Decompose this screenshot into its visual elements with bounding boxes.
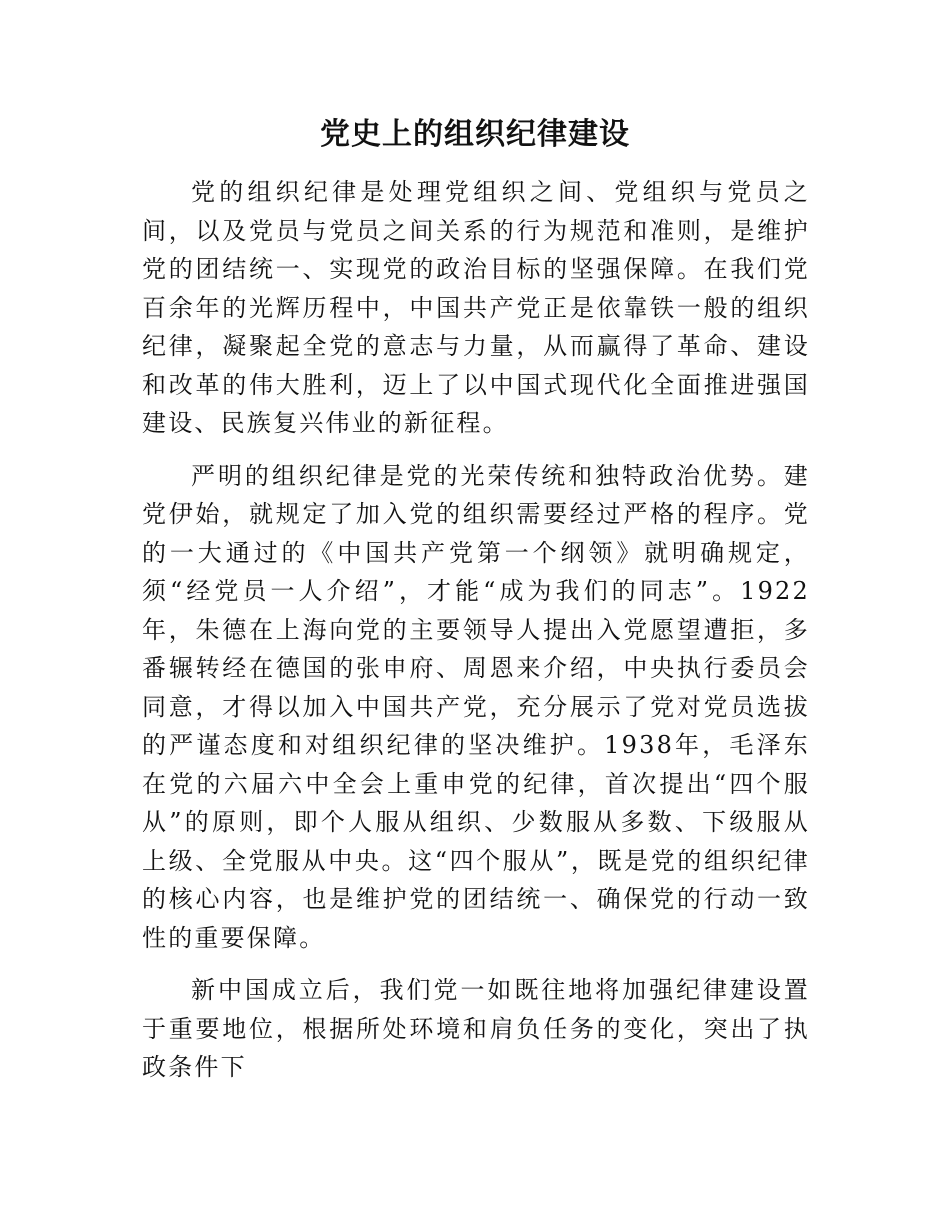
paragraph-1: 党的组织纪律是处理党组织之间、党组织与党员之间，以及党员与党员之间关系的行为规范和准则，是维护党的团结统一、实现党的政治目标的坚强保障。在我们党百余年的光辉历程中，中国共产党正是依靠铁一般的组织纪律，凝聚起全党的意志与力量，从而赢得了革命、建设和改革的伟大胜利，迈上了以中国式现代化全面推进强国建设、民族复兴伟业的新征程。 <box>142 178 810 437</box>
paragraph-3: 新中国成立后，我们党一如既往地将加强纪律建设置于重要地位，根据所处环境和肩负任务的变化，突出了执政条件下 <box>142 976 810 1081</box>
document-body <box>142 173 810 1101</box>
paragraph-2: 严明的组织纪律是党的光荣传统和独特政治优势。建党伊始，就规定了加入党的组织需要经过严格的程序。党的一大通过的《中国共产党第一个纲领》就明确规定，须“经党员一人介绍”，才能“成为我们的同志”。1922年，朱德在上海向党的主要领导人提出入党愿望遭拒，多番辗转经在德国的张申府、周恩来介绍，中央执行委员会同意，才得以加入中国共产党，充分展示了党对党员选拔的严谨态度和对组织纪律的坚决维护。1938年，毛泽东在党的六届六中全会上重申党的纪律，首次提出“四个服从”的原则，即个人服从组织、少数服从多数、下级服从上级、全党服从中央。这“四个服从”，既是党的组织纪律的核心内容，也是维护党的团结统一、确保党的行动一致性的重要保障。 <box>142 461 810 952</box>
document-title: 党史上的组织纪律建设 <box>320 117 630 152</box>
